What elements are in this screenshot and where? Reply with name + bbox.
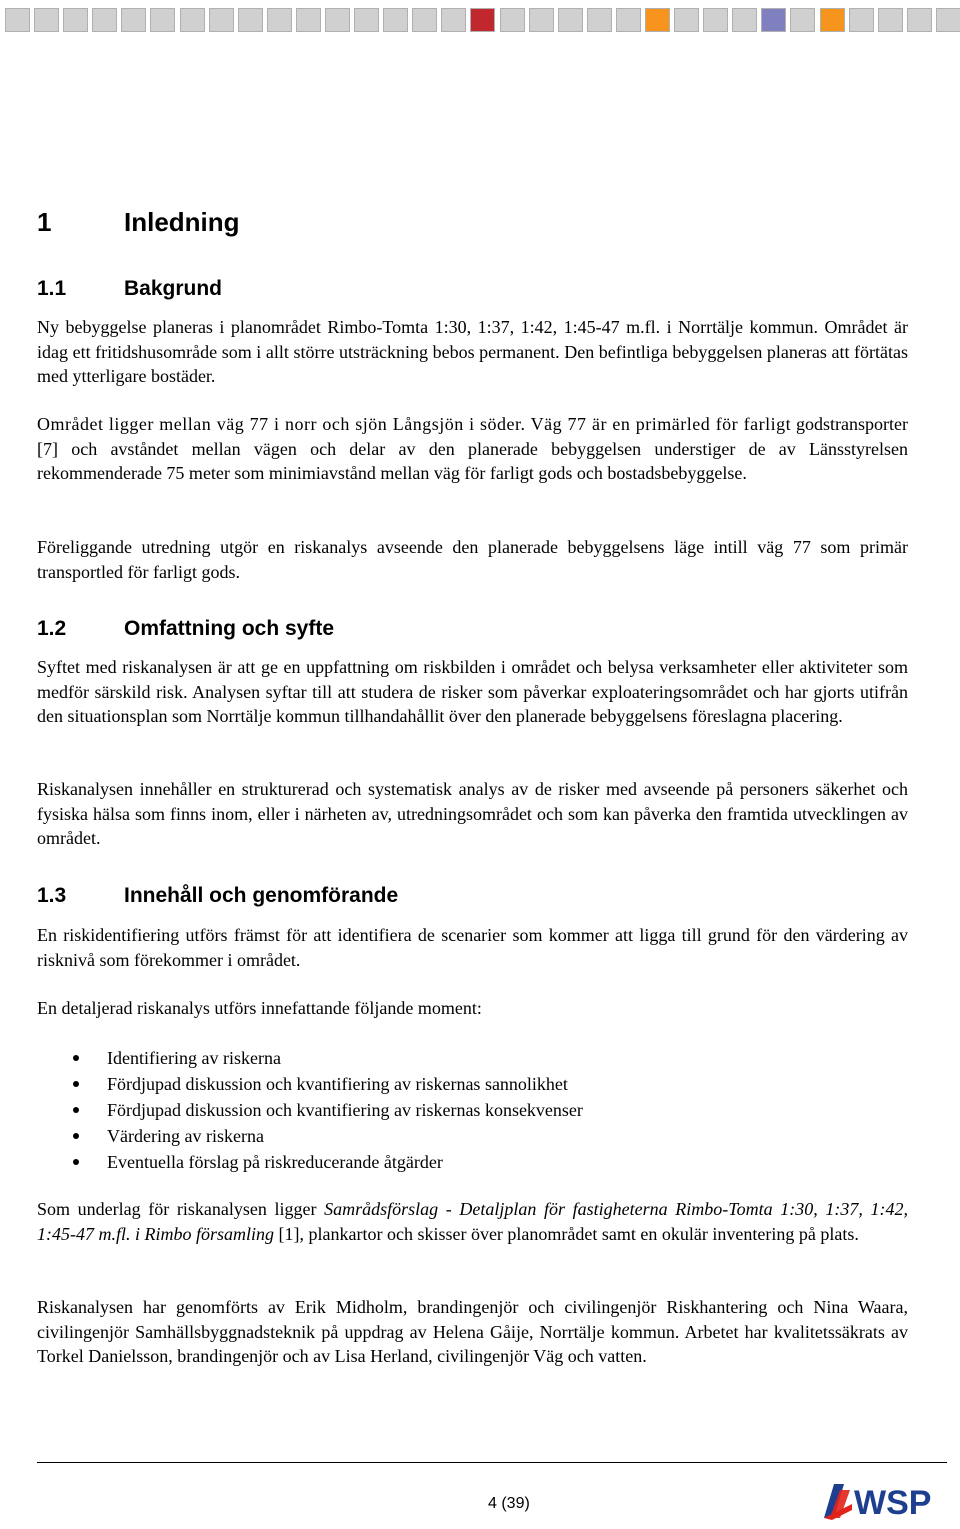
footer-divider — [37, 1462, 947, 1463]
color-square — [907, 8, 932, 32]
color-square — [441, 8, 466, 32]
section-title: Bakgrund — [124, 277, 223, 300]
color-square — [529, 8, 554, 32]
page-number: 4 (39) — [488, 1495, 530, 1512]
color-square — [180, 8, 205, 32]
paragraph: En riskidentifiering utförs främst för att identifiera de scenarier som kommer att ligga till grund för den värdering av risknivå som förekommer i området. — [37, 925, 908, 970]
color-square — [267, 8, 292, 32]
color-square — [383, 8, 408, 32]
reference-title: Samrådsförslag - Detaljplan för fastigheterna Rimbo-Tomta 1:30, 1:37, 1:42, 1:45-47 m.fl. i Rimbo församling — [37, 1199, 908, 1244]
wsp-logo — [822, 1478, 958, 1522]
section-number: 1.1 — [37, 277, 67, 300]
list-item: Värdering av riskerna — [37, 1123, 908, 1149]
header-color-bar — [0, 8, 960, 32]
chapter-number: 1 — [37, 207, 52, 237]
section-heading-1-2 — [37, 617, 334, 641]
color-square — [558, 8, 583, 32]
list-item: Fördjupad diskussion och kvantifiering av riskernas konsekvenser — [37, 1097, 908, 1123]
bullet-list — [37, 1045, 908, 1175]
paragraph: Riskanalysen innehåller en strukturerad och systematisk analys av de risker med avseende på personers säkerhet och fysiska hälsa som finns inom, eller i närheten av, utredningsområdet och som kan påverka den framtida utvecklingen av området. — [37, 779, 908, 849]
paragraph-part: godstransporter [7] och avståndet mellan vägen och delar av den planerade bebyggelsen understiger de av Länsstyrelsen rekommenderade 75 meter som minimiavstånd mellan väg för farligt gods och bostadsbebyggelse. — [37, 414, 909, 484]
color-square — [150, 8, 175, 32]
color-square — [790, 8, 815, 32]
paragraph-part: Området ligger mellan väg 77 i norr och sjön Långsjön i söder. Väg 77 är en primärled för farligt — [37, 414, 792, 434]
paragraph: Ny bebyggelse planeras i planområdet Rimbo-Tomta 1:30, 1:37, 1:42, 1:45-47 m.fl. i Norrtälje kommun. Området är idag ett fritidshusområde som i allt större utsträckning bebos permanent. Den befintliga bebyggelsen planeras att förtätas med ytterligare bostäder. — [37, 317, 908, 387]
color-square — [92, 8, 117, 32]
color-square — [732, 8, 757, 32]
color-square — [296, 8, 321, 32]
color-square — [412, 8, 437, 32]
paragraph-part: [1], plankartor och skisser över planområdet samt en okulär inventering på plats. — [274, 1223, 859, 1244]
color-square — [325, 8, 350, 32]
color-square — [616, 8, 641, 32]
paragraph — [37, 1197, 908, 1246]
section-title: Innehåll och genomförande — [124, 884, 399, 907]
paragraph: Syftet med riskanalysen är att ge en uppfattning om riskbilden i området och belysa verksamheter eller aktiviteter som medför särskild risk. Analysen syftar till att studera de risker som påverkar exploateringsområdet och har gjorts utifrån den situationsplan som Norrtälje kommun tillhandahållit över den planerade bebyggelsens föreslagna placering. — [37, 657, 908, 727]
paragraph: Riskanalysen har genomförts av Erik Midholm, brandingenjör och civilingenjör Riskhantering och Nina Waara, civilingenjör Samhällsbyggnadsteknik på uppdrag av Helena Gåije, Norrtälje kommun. Arbetet har kvalitetssäkrats av Torkel Danielsson, brandingenjör och av Lisa Herland, civilingenjör Väg och vatten. — [37, 1297, 908, 1367]
chapter-title: Inledning — [124, 207, 240, 237]
color-square — [936, 8, 960, 32]
color-square — [878, 8, 903, 32]
color-square — [674, 8, 699, 32]
section-heading-1-1 — [37, 277, 222, 301]
section-title: Omfattning och syfte — [124, 617, 335, 640]
list-item: Identifiering av riskerna — [37, 1045, 908, 1071]
paragraph — [37, 412, 908, 486]
color-square — [63, 8, 88, 32]
color-square — [34, 8, 59, 32]
paragraph-part: Som underlag för riskanalysen ligger — [37, 1199, 325, 1219]
logo-mark-icon — [824, 1484, 852, 1520]
section-heading-1-3 — [37, 884, 398, 908]
color-square — [121, 8, 146, 32]
list-item: Fördjupad diskussion och kvantifiering av riskernas sannolikhet — [37, 1071, 908, 1097]
list-item: Eventuella förslag på riskreducerande åtgärder — [37, 1149, 908, 1175]
color-square — [820, 8, 845, 32]
chapter-heading — [37, 207, 240, 238]
logo-text: WSP — [854, 1484, 932, 1522]
section-number: 1.3 — [37, 884, 67, 907]
color-square — [500, 8, 525, 32]
color-square — [761, 8, 786, 32]
color-square — [645, 8, 670, 32]
color-square — [703, 8, 728, 32]
section-number: 1.2 — [37, 617, 67, 640]
color-square — [354, 8, 379, 32]
paragraph: En detaljerad riskanalys utförs innefattande följande moment: — [37, 998, 482, 1018]
color-square — [470, 8, 495, 32]
paragraph: Föreliggande utredning utgör en riskanalys avseende den planerade bebyggelsens läge intill väg 77 som primär transportled för farligt gods. — [37, 537, 908, 582]
color-square — [238, 8, 263, 32]
color-square — [209, 8, 234, 32]
color-square — [5, 8, 30, 32]
color-square — [587, 8, 612, 32]
color-square — [849, 8, 874, 32]
